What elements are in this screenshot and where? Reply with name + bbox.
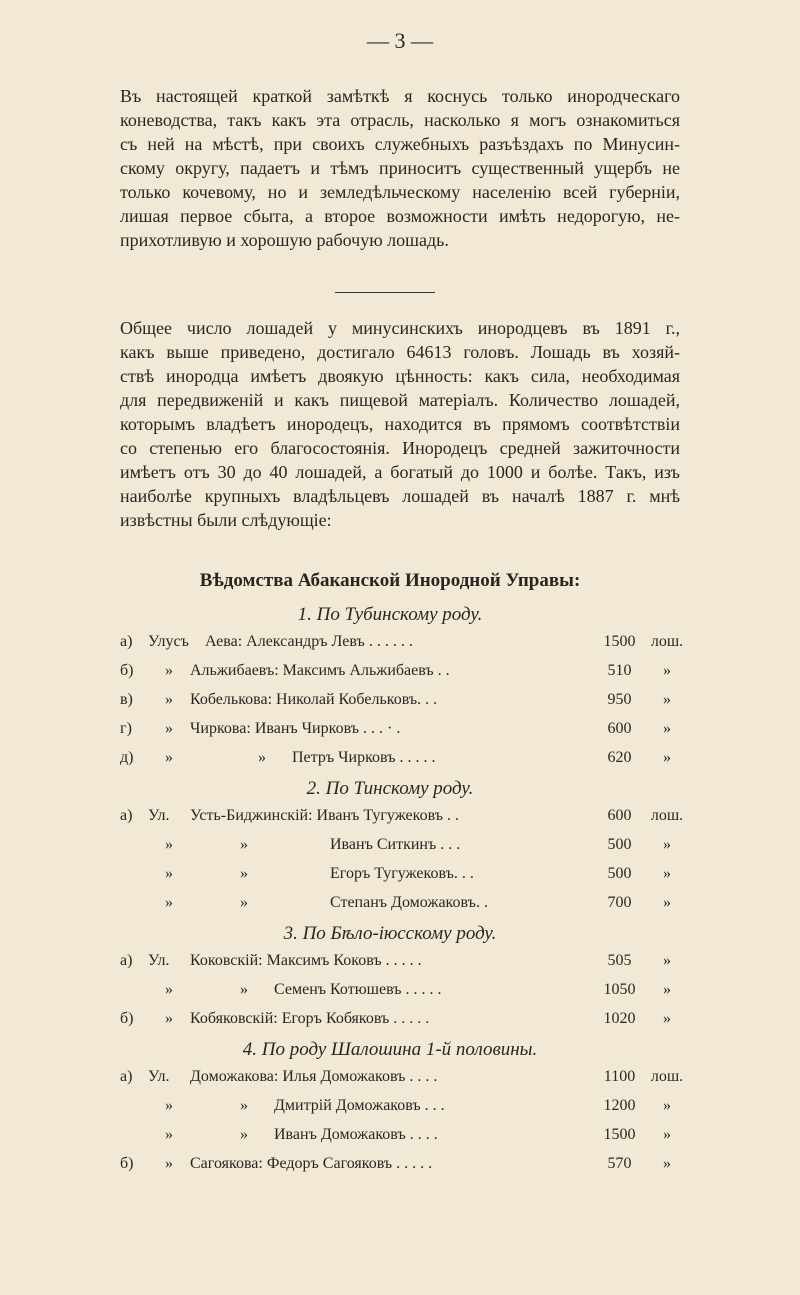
paragraph-line: Въ настоящей краткой замѣткѣ я коснусь только инородческаго <box>120 86 680 106</box>
table-row <box>0 720 800 750</box>
cell-unit: » <box>663 1126 671 1143</box>
cell-mark: Ул. <box>148 807 170 824</box>
table-row <box>0 633 800 663</box>
cell-num: 950 <box>607 691 632 708</box>
cell-unit: » <box>663 720 671 737</box>
table-row <box>0 1097 800 1127</box>
cell-name: Петръ Чирковъ . . . . . <box>292 749 436 766</box>
cell-mark: » <box>165 691 173 708</box>
cell-name: Степанъ Доможаковъ. . <box>330 894 488 911</box>
cell-name2: » <box>258 749 266 766</box>
cell-name: Дмитрій Доможаковъ . . . <box>274 1097 445 1114</box>
cell-unit: » <box>663 691 671 708</box>
table-row <box>0 981 800 1011</box>
cell-num: 510 <box>607 662 632 679</box>
cell-unit: лош. <box>650 633 684 650</box>
table-row <box>0 1155 800 1185</box>
cell-mark: » <box>165 749 173 766</box>
section-title: 4. По роду Шалошина 1-й половины. <box>242 1039 538 1060</box>
cell-unit: лош. <box>650 1068 684 1085</box>
cell-num: 1500 <box>603 633 636 650</box>
table-row <box>0 1068 800 1098</box>
paragraph-line: прихотливую и хорошую рабочую лошадь. <box>120 230 449 250</box>
cell-unit: » <box>663 981 671 998</box>
page-number: — 3 — <box>367 28 433 53</box>
paragraph-line: со степенью его благосостоянія. Инородецъ средней зажиточности <box>120 438 680 458</box>
cell-mark: » <box>165 1155 173 1172</box>
cell-num: 570 <box>607 1155 632 1172</box>
cell-unit: » <box>663 662 671 679</box>
cell-unit: » <box>663 1010 671 1027</box>
cell-mark: Ул. <box>148 1068 170 1085</box>
paragraph-line: Общее число лошадей у минусинскихъ инородцевъ въ 1891 г., <box>120 318 680 338</box>
cell-mark: » <box>165 1097 173 1114</box>
cell-name: Семенъ Котюшевъ . . . . . <box>274 981 442 998</box>
paragraph-line: ствѣ инородца имѣетъ двоякую цѣнность: какъ сила, необходимая <box>120 366 680 386</box>
section-title: 3. По Бѣло-іюсскому роду. <box>283 923 497 944</box>
table-row <box>0 1126 800 1156</box>
cell-mark: Ул. <box>148 952 170 969</box>
cell-name: Кобелькова: Николай Кобельковъ. . . <box>190 691 438 708</box>
section-divider <box>335 292 435 293</box>
cell-mark: Улусъ <box>148 633 189 650</box>
cell-name: Чиркова: Иванъ Чирковъ . . . · . <box>190 720 401 737</box>
table-row <box>0 865 800 895</box>
cell-unit: » <box>663 952 671 969</box>
cell-mark: » <box>165 1010 173 1027</box>
cell-unit: » <box>663 836 671 853</box>
table-row <box>0 836 800 866</box>
cell-mark: » <box>165 865 173 882</box>
cell-name: Иванъ Доможаковъ . . . . <box>274 1126 438 1143</box>
cell-name2: » <box>240 981 248 998</box>
section-title: 1. По Тубинскому роду. <box>297 604 483 625</box>
cell-num: 700 <box>607 894 632 911</box>
cell-letter: а) <box>120 952 133 969</box>
cell-unit: » <box>663 749 671 766</box>
cell-letter: б) <box>120 662 134 679</box>
table-row <box>0 1010 800 1040</box>
main-paragraph <box>120 316 680 532</box>
table-row <box>0 691 800 721</box>
cell-num: 1020 <box>603 1010 636 1027</box>
paragraph-line: коневодства, такъ какъ эта отрасль, насколько я могъ ознакомиться <box>120 110 680 130</box>
paragraph-line: какъ выше приведено, достигало 64613 головъ. Лошадь въ хозяй- <box>120 342 680 362</box>
cell-num: 600 <box>607 720 632 737</box>
cell-num: 1100 <box>603 1068 636 1085</box>
cell-mark: » <box>165 720 173 737</box>
cell-num: 620 <box>607 749 632 766</box>
cell-letter: б) <box>120 1010 134 1027</box>
cell-name: Альжибаевъ: Максимъ Альжибаевъ . . <box>190 662 450 679</box>
table-row <box>0 662 800 692</box>
paragraph-line: для передвиженій и какъ пищевой матеріалъ. Количество лошадей, <box>120 390 680 410</box>
table-row <box>0 807 800 837</box>
cell-letter: б) <box>120 1155 134 1172</box>
cell-letter: а) <box>120 633 133 650</box>
cell-letter: а) <box>120 1068 133 1085</box>
paragraph-line: наиболѣе крупныхъ владѣльцевъ лошадей въ началѣ 1887 г. мнѣ <box>120 486 680 506</box>
table-row <box>0 894 800 924</box>
cell-num: 505 <box>607 952 632 969</box>
cell-name: Доможакова: Илья Доможаковъ . . . . <box>190 1068 438 1085</box>
cell-name: Иванъ Ситкинъ . . . <box>330 836 461 853</box>
cell-mark: » <box>165 1126 173 1143</box>
cell-name: Сагоякова: Федоръ Сагояковъ . . . . . <box>190 1155 433 1172</box>
paragraph-line: извѣстны были слѣдующіе: <box>120 510 332 530</box>
cell-num: 600 <box>607 807 632 824</box>
cell-letter: в) <box>120 691 133 708</box>
table-heading: Вѣдомства Абаканской Инородной Управы: <box>199 570 581 591</box>
cell-unit: » <box>663 1097 671 1114</box>
cell-num: 1200 <box>603 1097 636 1114</box>
cell-num: 500 <box>607 836 632 853</box>
cell-mark: » <box>165 662 173 679</box>
cell-unit: » <box>663 894 671 911</box>
cell-num: 1500 <box>603 1126 636 1143</box>
paragraph-line: съ ней на мѣстѣ, при своихъ служебныхъ разъѣздахъ по Минусин- <box>120 134 680 154</box>
cell-letter: д) <box>120 749 134 766</box>
cell-name: Аева: Александръ Левъ . . . . . . <box>205 633 413 650</box>
cell-num: 1050 <box>603 981 636 998</box>
paragraph-line: только кочевому, но и земледѣльческому населенію всей губерніи, <box>120 182 680 202</box>
table-row <box>0 749 800 779</box>
cell-letter: г) <box>120 720 132 737</box>
paragraph-line: скому округу, падаетъ и тѣмъ приноситъ существенный ущербъ не <box>120 158 680 178</box>
cell-letter: а) <box>120 807 133 824</box>
paragraph-line: имѣетъ отъ 30 до 40 лошадей, а богатый до 1000 и болѣе. Такъ, изъ <box>120 462 680 482</box>
paragraph-line: которымъ владѣетъ инородецъ, находится въ прямомъ соотвѣтствіи <box>120 414 680 434</box>
cell-name2: » <box>240 894 248 911</box>
cell-name: Коковскій: Максимъ Коковъ . . . . . <box>190 952 422 969</box>
cell-name2: » <box>240 865 248 882</box>
cell-mark: » <box>165 836 173 853</box>
cell-name: Егоръ Тугужековъ. . . <box>330 865 474 882</box>
cell-name: Усть-Биджинскій: Иванъ Тугужековъ . . <box>190 807 460 824</box>
cell-name2: » <box>240 836 248 853</box>
cell-num: 500 <box>607 865 632 882</box>
cell-mark: » <box>165 894 173 911</box>
cell-mark: » <box>165 981 173 998</box>
cell-unit: » <box>663 865 671 882</box>
section-title: 2. По Тинскому роду. <box>306 778 474 799</box>
cell-name2: » <box>240 1126 248 1143</box>
cell-unit: лош. <box>650 807 684 824</box>
cell-name2: » <box>240 1097 248 1114</box>
cell-name: Кобяковскій: Егоръ Кобяковъ . . . . . <box>190 1010 430 1027</box>
table-row <box>0 952 800 982</box>
cell-unit: » <box>663 1155 671 1172</box>
intro-paragraph <box>120 84 680 252</box>
paragraph-line: лишая первое сбыта, а второе возможности имѣть недорогую, не- <box>120 206 680 226</box>
